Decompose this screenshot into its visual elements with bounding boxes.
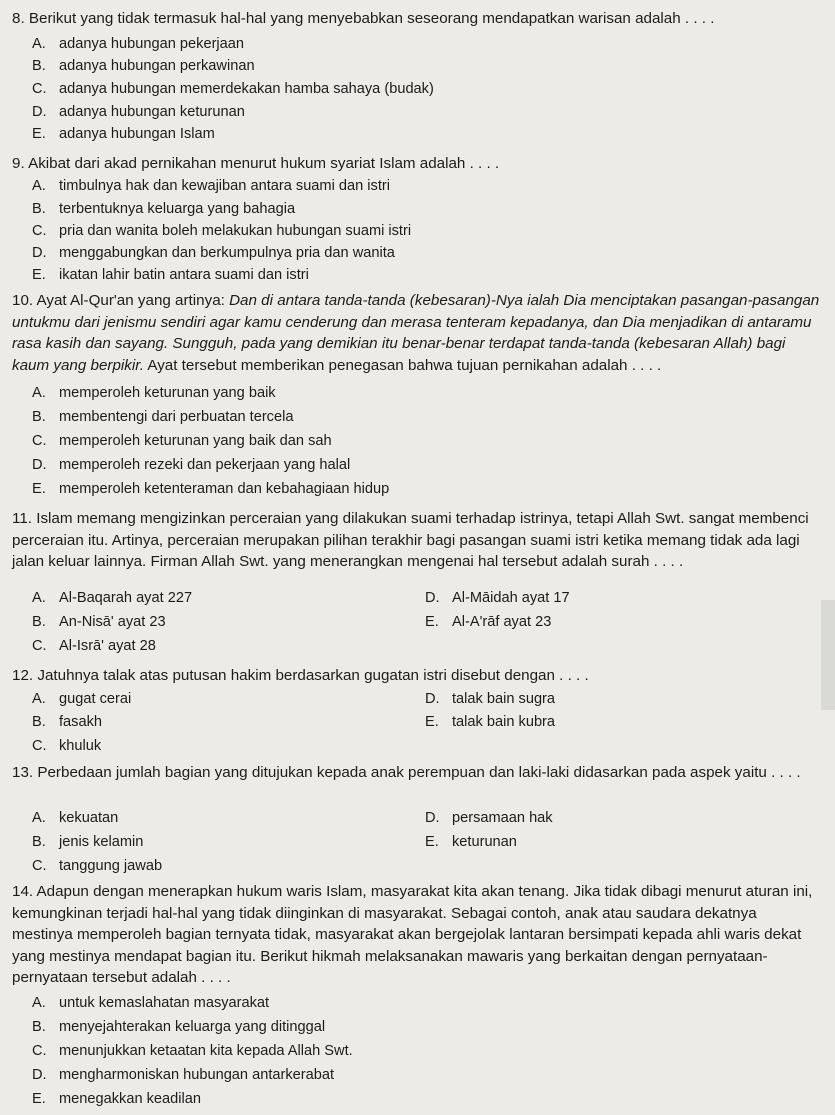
q9-option-b[interactable]: B. terbentuknya keluarga yang bahagia: [32, 201, 296, 217]
q13-option-a[interactable]: A. kekuatan: [32, 810, 119, 826]
q11-option-e[interactable]: E. Al-A'rāf ayat 23: [425, 614, 552, 630]
q14-option-a[interactable]: A. untuk kemaslahatan masyarakat: [32, 995, 270, 1011]
q13-option-b[interactable]: B. jenis kelamin: [32, 834, 144, 850]
q8-option-a[interactable]: A. adanya hubungan pekerjaan: [32, 36, 245, 52]
question-8-stem: 8. Berikut yang tidak termasuk hal-hal yang menyebabkan seseorang mendapatkan warisan adalah . . . .: [12, 10, 715, 27]
question-10: [0, 290, 835, 376]
q8-option-b[interactable]: B. adanya hubungan perkawinan: [32, 58, 255, 74]
q11-option-d[interactable]: D. Al-Māidah ayat 17: [425, 590, 570, 606]
q9-option-c[interactable]: C. pria dan wanita boleh melakukan hubungan suami istri: [32, 223, 412, 239]
q9-option-e[interactable]: E. ikatan lahir batin antara suami dan istri: [32, 267, 309, 283]
q8-option-d[interactable]: D. adanya hubungan keturunan: [32, 104, 245, 120]
question-12: [0, 665, 835, 687]
q12-option-c[interactable]: C. khuluk: [32, 738, 102, 754]
q9-option-d[interactable]: D. menggabungkan dan berkumpulnya pria dan wanita: [32, 245, 395, 261]
q8-option-e[interactable]: E. adanya hubungan Islam: [32, 126, 215, 142]
question-13: [0, 762, 835, 784]
q12-option-b[interactable]: B. fasakh: [32, 714, 102, 730]
q14-option-d[interactable]: D. mengharmoniskan hubungan antarkerabat: [32, 1067, 335, 1083]
q13-option-d[interactable]: D. persamaan hak: [425, 810, 553, 826]
question-14: [0, 881, 835, 989]
q11-option-b[interactable]: B. An-Nisā' ayat 23: [32, 614, 166, 630]
q12-option-e[interactable]: E. talak bain kubra: [425, 714, 556, 730]
q10-option-d[interactable]: D. memperoleh rezeki dan pekerjaan yang halal: [32, 457, 351, 473]
question-12-stem: 12. Jatuhnya talak atas putusan hakim berdasarkan gugatan istri disebut dengan . . . .: [12, 667, 589, 684]
q14-option-b[interactable]: B. menyejahterakan keluarga yang ditinggal: [32, 1019, 326, 1035]
q12-option-a[interactable]: A. gugat cerai: [32, 691, 132, 707]
question-8: [0, 8, 835, 30]
q13-option-c[interactable]: C. tanggung jawab: [32, 858, 163, 874]
q14-option-e[interactable]: E. menegakkan keadilan: [32, 1091, 201, 1107]
q11-option-a[interactable]: A. Al-Baqarah ayat 227: [32, 590, 193, 606]
page-edge-strip: [821, 600, 835, 710]
q14-option-c[interactable]: C. menunjukkan ketaatan kita kepada Allah Swt.: [32, 1043, 353, 1059]
q10-option-c[interactable]: C. memperoleh keturunan yang baik dan sah: [32, 433, 332, 449]
question-9: [0, 153, 835, 175]
q13-option-e[interactable]: E. keturunan: [425, 834, 517, 850]
q9-option-a[interactable]: A. timbulnya hak dan kewajiban antara suami dan istri: [32, 178, 390, 194]
question-11-stem: 11. Islam memang mengizinkan perceraian yang dilakukan suami terhadap istrinya, tetapi Allah Swt. sangat membenci perceraian itu. Artinya, perceraian merupakan pilihan terakhir bagi pasangan suami istri ketika memang tidak ada lagi jalan keluar lainnya. Firman Allah Swt. yang menerangkan mengenai hal tersebut adalah surah . . . .: [12, 510, 809, 570]
question-11: [0, 508, 835, 573]
q8-option-c[interactable]: C. adanya hubungan memerdekakan hamba sahaya (budak): [32, 81, 434, 97]
q10-option-a[interactable]: A. memperoleh keturunan yang baik: [32, 385, 276, 401]
q10-option-e[interactable]: E. memperoleh ketenteraman dan kebahagiaan hidup: [32, 481, 390, 497]
question-9-stem: 9. Akibat dari akad pernikahan menurut hukum syariat Islam adalah . . . .: [12, 155, 500, 172]
question-14-stem: 14. Adapun dengan menerapkan hukum waris Islam, masyarakat kita akan tenang. Jika tidak dibagi menurut aturan ini, kemungkinan terjadi hal-hal yang tidak diinginkan di masyarakat. Sebagai contoh, anak atau saudara dekatnya mestinya memperoleh bagian ternyata tidak, masyarakat akan bergejolak lantaran bersimpati kepada ahli waris dekat yang mestinya mendapat bagian itu. Berikut hikmah melaksanakan mawaris yang berkaitan dengan pernyataan-pernyataan tersebut adalah . . . .: [12, 883, 813, 986]
question-13-stem: 13. Perbedaan jumlah bagian yang ditujukan kepada anak perempuan dan laki-laki didasarkan pada aspek yaitu . . . .: [12, 764, 801, 781]
q11-option-c[interactable]: C. Al-Isrā' ayat 28: [32, 638, 156, 654]
q10-option-b[interactable]: B. membentengi dari perbuatan tercela: [32, 409, 294, 425]
q12-option-d[interactable]: D. talak bain sugra: [425, 691, 556, 707]
question-10-stem: 10. Ayat Al-Qur'an yang artinya: Dan di antara tanda-tanda (kebesaran)-Nya ialah Dia menciptakan pasangan-pasangan untukmu dari jenismu sendiri agar kamu cenderung dan merasa tenteram kepadanya, dan Dia menjadikan di antaramu rasa kasih dan sayang. Sungguh, pada yang demikian itu benar-benar terdapat tanda-tanda (kebesaran Allah) bagi kaum yang berpikir. Ayat tersebut memberikan penegasan bahwa tujuan pernikahan adalah . . . .: [12, 292, 820, 374]
